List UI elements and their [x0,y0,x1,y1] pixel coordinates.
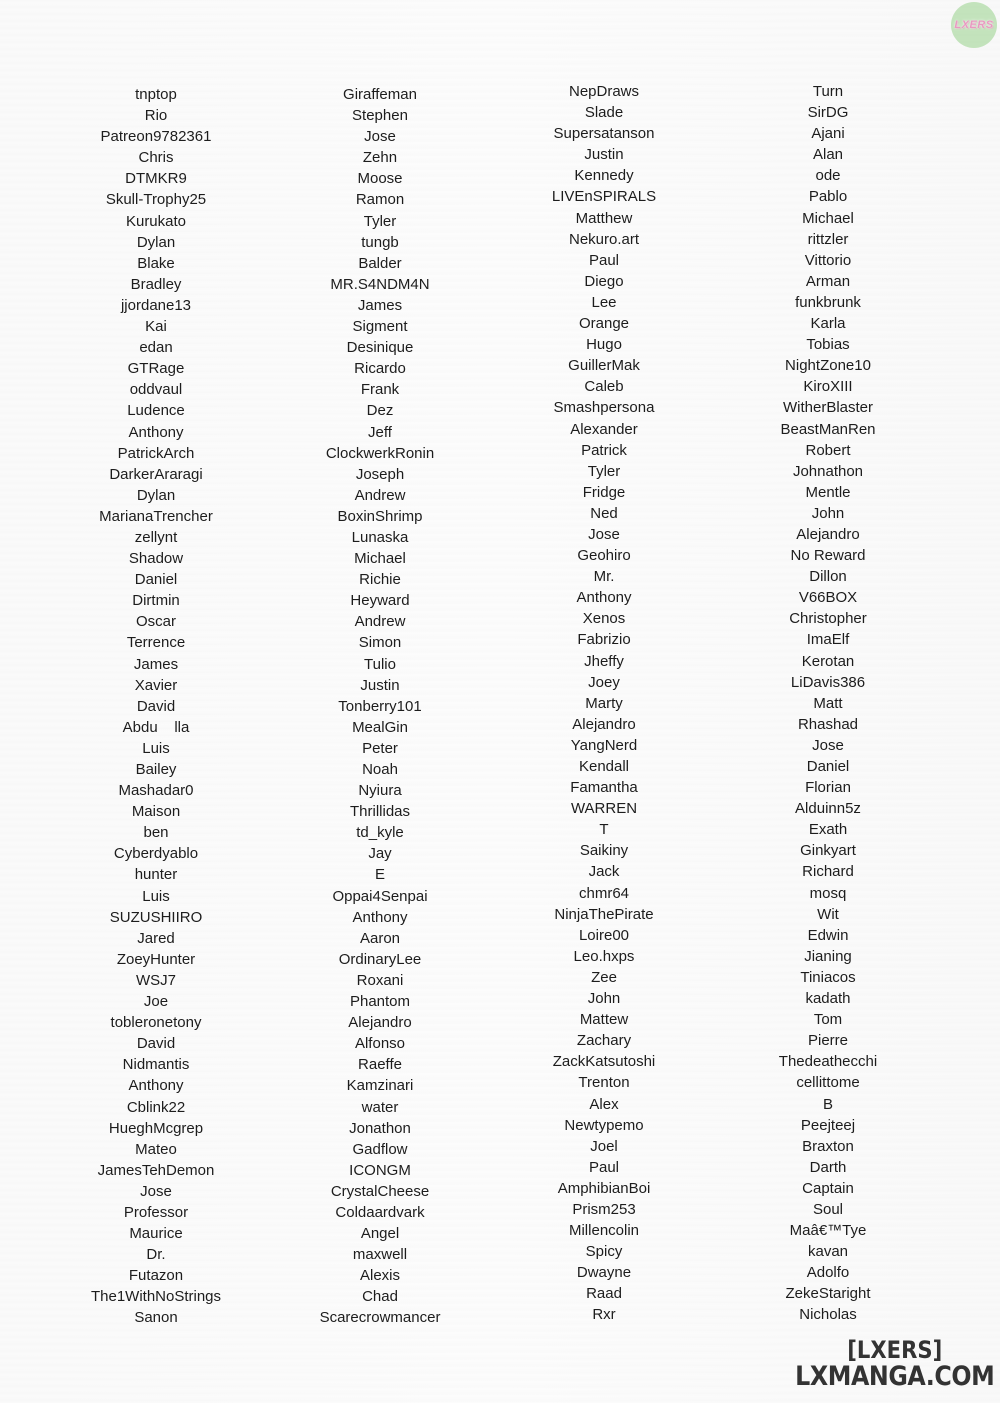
credit-name: Jonathon [349,1119,411,1137]
credit-name: Vittorio [804,251,852,269]
credit-name: td_kyle [356,824,404,842]
credit-name: GuillerMak [568,357,640,375]
credit-name: Zachary [576,1032,632,1050]
credit-name: Daniel [134,571,178,589]
credit-name: ImaElf [806,631,850,649]
credit-name: Futazon [128,1267,184,1285]
credit-name: Daniel [806,758,850,775]
credit-name: Abdu lla [122,718,190,736]
credit-name: Matt [813,694,843,712]
credit-name: David [136,697,176,715]
credit-name: Ginkyart [800,842,856,860]
credit-name: Alan [812,146,844,164]
credit-name: Alejandro [572,715,636,733]
credit-name: Kennedy [574,167,634,185]
credit-name: Tulio [364,655,396,673]
credit-name: NinjaThePirate [554,905,654,923]
credit-name: Zee [591,968,617,986]
credit-name: Wit [817,905,839,923]
credit-name: Ricardo [354,360,406,378]
credit-name: Anthony [128,423,184,441]
credit-name: Anthony [128,1077,184,1095]
credit-name: Dirtmin [132,592,180,610]
credit-name: Giraffeman [343,86,417,103]
credit-name: AmphibianBoi [557,1179,651,1197]
credit-name: Tiniacos [800,968,856,986]
credit-name: Terrence [126,634,186,652]
credit-name: Ajani [811,125,845,143]
credit-name: James [357,296,403,314]
credit-name: Nyiura [358,782,402,800]
credit-name: Heyward [350,592,410,610]
credit-name: hunter [134,866,178,884]
credit-name: Turn [812,83,844,100]
credit-name: Thrillidas [349,803,410,821]
credit-name: Smashpersona [553,399,655,417]
credit-name: Robert [805,441,851,459]
credit-name: Jeff [368,423,392,441]
credit-name: Sanon [134,1309,178,1327]
credit-name: Soul [812,1200,844,1218]
credit-name: tungb [361,233,399,251]
credit-name: Johnathon [792,462,864,480]
credit-name: funkbrunk [795,293,861,311]
credit-name: KiroXIII [803,378,853,396]
credit-name: Jack [588,863,620,881]
credit-name: Justin [360,676,400,694]
credit-name: Alex [589,1095,619,1113]
credit-name: Kamzinari [346,1077,414,1095]
credit-name: Dylan [136,486,176,504]
lxers-logo-badge [951,2,997,48]
credit-name: John [811,504,845,522]
credit-name: Bailey [135,761,177,778]
credit-name: Jay [368,845,392,863]
credit-name: NightZone10 [785,357,871,375]
credit-name: chmr64 [578,884,630,902]
credit-name: Roxani [356,971,404,989]
credit-name: Mr. [593,568,615,586]
credit-name: Desinique [346,339,414,357]
credit-name: B [822,1095,833,1113]
credit-name: Jheffy [584,652,624,670]
credit-name: Leo.hxps [573,947,635,965]
credit-name: Aaron [359,929,401,947]
credit-name: Andrew [354,613,406,631]
credit-name: Diego [584,272,624,290]
credit-name: Adolfo [806,1264,850,1282]
credit-name: Richie [359,571,401,589]
credit-name: edan [139,339,173,357]
credit-name: Fridge [582,483,626,501]
credit-name: Andrew [354,486,406,504]
credit-name: Dillon [809,568,847,586]
credit-name: GTRage [127,360,185,378]
credit-name: Shadow [128,550,184,568]
credit-name: Jose [812,736,844,754]
credit-name: Oscar [135,613,176,631]
credit-name: Kendall [578,758,630,775]
credit-name: Angel [360,1225,400,1243]
credit-name: Mashadar0 [118,782,194,800]
credit-name: Alfonso [354,1035,406,1053]
credit-name: kadath [805,990,851,1008]
credit-name: Maison [131,803,181,821]
credit-name: Loire00 [578,926,630,944]
credit-name: Dylan [136,233,176,251]
credit-name: Cyberdyablo [113,845,199,863]
credit-name: Bradley [130,275,182,293]
credit-name: JamesTehDemon [97,1161,215,1179]
credit-name: Mateo [135,1140,177,1158]
credit-name: Tyler [587,462,621,480]
credit-name: Millencolin [568,1222,640,1240]
credit-name: Hugo [586,336,622,354]
credit-name: V66BOX [798,589,858,607]
credit-name: Rhashad [797,715,859,733]
credit-name: Oppai4Senpai [332,887,428,905]
watermark-site-name: LXMANGA.COM [794,1361,994,1392]
credit-name: Trenton [578,1074,630,1092]
credit-name: Arman [805,272,851,290]
credit-name: Lee [591,293,617,311]
credit-name: Cblink22 [126,1098,186,1116]
credit-name: Karla [810,315,846,333]
credit-name: Professor [123,1203,189,1221]
credit-name: Jose [588,525,620,543]
credit-name: Orange [578,315,630,333]
credit-name: Raeffe [358,1056,402,1074]
credit-name: Skull-Trophy25 [105,191,207,209]
credit-name: ode [815,167,841,185]
credit-name: Ned [590,504,618,522]
credit-name: Exath [808,821,848,839]
credit-name: Mattew [579,1011,629,1029]
credit-name: David [136,1035,176,1053]
credit-name: Balder [358,254,402,272]
credit-name: rittzler [807,230,849,248]
credit-name: BeastManRen [780,420,876,438]
credit-name: Florian [805,779,851,797]
credit-name: kavan [807,1243,849,1261]
credit-name: Nidmantis [122,1056,190,1074]
credit-name: Ludence [127,402,185,420]
credit-name: ClockwerkRonin [325,444,435,462]
credit-name: NepDraws [568,83,640,100]
credit-name: Christopher [789,610,867,628]
credit-name: Xenos [582,610,626,628]
credit-name: DTMKR9 [125,170,187,188]
credit-name: CrystalCheese [330,1182,430,1200]
credit-name: Pablo [808,188,848,206]
credit-name: Alduinn5z [795,800,861,818]
credit-name: Maurice [129,1225,183,1243]
credit-name: T [599,821,609,839]
credit-name: SirDG [807,104,849,122]
credit-name: Marty [585,694,623,712]
credit-name: HueghMcgrep [108,1119,204,1137]
credit-name: Tonberry101 [338,697,422,715]
credit-name: Noah [362,761,398,778]
credit-name: oddvaul [129,381,183,399]
credit-name: The1WithNoStrings [90,1288,222,1306]
credit-name: Raad [586,1285,622,1303]
credit-name: Alejandro [348,1014,412,1032]
credit-name: OrdinaryLee [338,950,422,968]
credit-name: Fabrizio [577,631,631,649]
credit-name: WARREN [570,800,638,818]
credit-name: Pierre [807,1032,848,1050]
credit-name: Matthew [575,209,633,227]
credit-name: Braxton [802,1137,854,1155]
credit-name: zellynt [134,528,178,546]
credit-name: Paul [588,1158,620,1176]
credit-name: Prism253 [572,1200,636,1218]
credit-name: Alexis [359,1267,400,1285]
credit-name: Zehn [362,149,398,167]
credits-column-1 [44,84,268,1329]
credit-name: MarianaTrencher [99,507,213,525]
credit-name: BoxinShrimp [337,507,423,525]
credit-name: tobleronetony [110,1014,202,1032]
credit-name: mosq [809,884,847,902]
credit-name: Joey [588,673,620,691]
credit-name: Jose [140,1182,172,1200]
credit-name: ICONGM [349,1161,411,1179]
credit-name: Anthony [576,589,632,607]
credit-name: Frank [360,381,400,399]
credit-name: Spicy [585,1243,623,1261]
credit-name: Alexander [570,420,638,438]
credit-name: Xavier [134,676,178,694]
credit-name: tnptop [135,86,177,103]
credit-name: Slade [584,104,624,122]
credit-name: Joel [590,1137,618,1155]
credit-name: Michael [354,550,406,568]
credit-name: Kai [145,318,167,336]
credit-name: ZackKatsutoshi [552,1053,656,1071]
credit-name: Alejandro [796,525,860,543]
credit-name: Jianing [804,947,852,965]
site-watermark [795,1337,994,1391]
credit-name: Supersatanson [553,125,655,143]
credit-name: LiDavis386 [790,673,866,691]
credit-name: LIVEnSPIRALS [551,188,657,206]
credits-column-4 [716,81,940,1329]
credit-name: Dwayne [576,1264,632,1282]
credit-name: maxwell [352,1246,408,1264]
credits-grid [44,84,940,1329]
credit-name: Luis [142,739,170,757]
credit-name: Sigment [352,318,408,336]
credit-name: Moose [357,170,403,188]
credit-name: Joseph [355,465,405,483]
credit-name: Ramon [355,191,405,209]
credit-name: Caleb [584,378,624,396]
credit-name: Peejteej [800,1116,856,1134]
credit-name: YangNerd [570,736,638,754]
credit-name: No Reward [790,547,866,565]
credit-name: Paul [588,251,620,269]
credit-name: Dez [366,402,394,420]
credit-name: Famantha [570,779,638,797]
credit-name: Phantom [349,993,411,1011]
credit-name: Simon [358,634,402,652]
credit-name: Chris [138,149,174,167]
credit-name: Joe [143,993,169,1011]
credit-name: Jared [137,929,175,947]
credit-name: Coldaardvark [335,1203,425,1221]
credit-name: John [587,990,621,1008]
credit-name: Nicholas [799,1306,857,1324]
credit-name: E [374,866,385,884]
credit-name: Chad [362,1288,398,1306]
credit-name: Patrick [581,441,627,459]
credit-name: Geohiro [577,547,631,565]
credit-name: Thedeathecchi [778,1053,878,1071]
credit-name: SUZUSHIIRO [109,908,203,926]
credit-name: Luis [142,887,170,905]
credit-name: ZekeStaright [785,1285,871,1303]
credit-name: Peter [362,739,398,757]
credit-name: Tyler [363,212,397,230]
credit-name: WitherBlaster [782,399,874,417]
credit-name: Edwin [807,926,849,944]
credit-name: James [133,655,179,673]
credits-column-2 [268,84,492,1329]
lxers-logo-text: LXERS [954,19,994,31]
credit-name: Kurukato [125,212,187,230]
credit-name: Captain [802,1179,854,1197]
credit-name: Rio [144,107,168,125]
credit-name: Tobias [806,336,850,354]
credit-name: cellittome [796,1074,860,1092]
credit-name: Saikiny [579,842,629,860]
credit-name: Michael [802,209,854,227]
credit-name: Dr. [146,1246,166,1264]
credit-name: Maâ€™Tye [789,1222,867,1240]
credit-name: Newtypemo [564,1116,644,1134]
credit-name: Kerotan [801,652,855,670]
credit-name: MR.S4NDM4N [330,275,430,293]
credit-name: Richard [802,863,854,881]
credit-name: Rxr [592,1306,616,1324]
credit-name: WSJ7 [135,971,176,989]
credit-name: Nekuro.art [568,230,640,248]
credit-name: Mentle [805,483,851,501]
credit-name: Anthony [352,908,408,926]
credit-name: Jose [364,128,396,146]
credit-name: Scarecrowmancer [319,1309,441,1327]
credit-name: ZoeyHunter [116,950,196,968]
credit-name: ben [143,824,169,842]
credit-name: Gadflow [352,1140,408,1158]
credit-name: Blake [137,254,175,272]
credit-name: Patreon9782361 [100,128,212,146]
credit-name: Tom [813,1011,843,1029]
credit-name: Stephen [352,107,408,125]
credit-name: Justin [584,146,624,164]
credit-name: jjordane13 [120,296,192,314]
credit-name: DarkerAraragi [109,465,203,483]
credit-name: water [361,1098,399,1116]
credit-name: Darth [809,1158,847,1176]
credit-name: MealGin [352,718,408,736]
credit-name: Lunaska [351,528,409,546]
credits-column-3 [492,81,716,1329]
watermark-group-name: [LXERS] [846,1336,942,1364]
credit-name: PatrickArch [117,444,195,462]
